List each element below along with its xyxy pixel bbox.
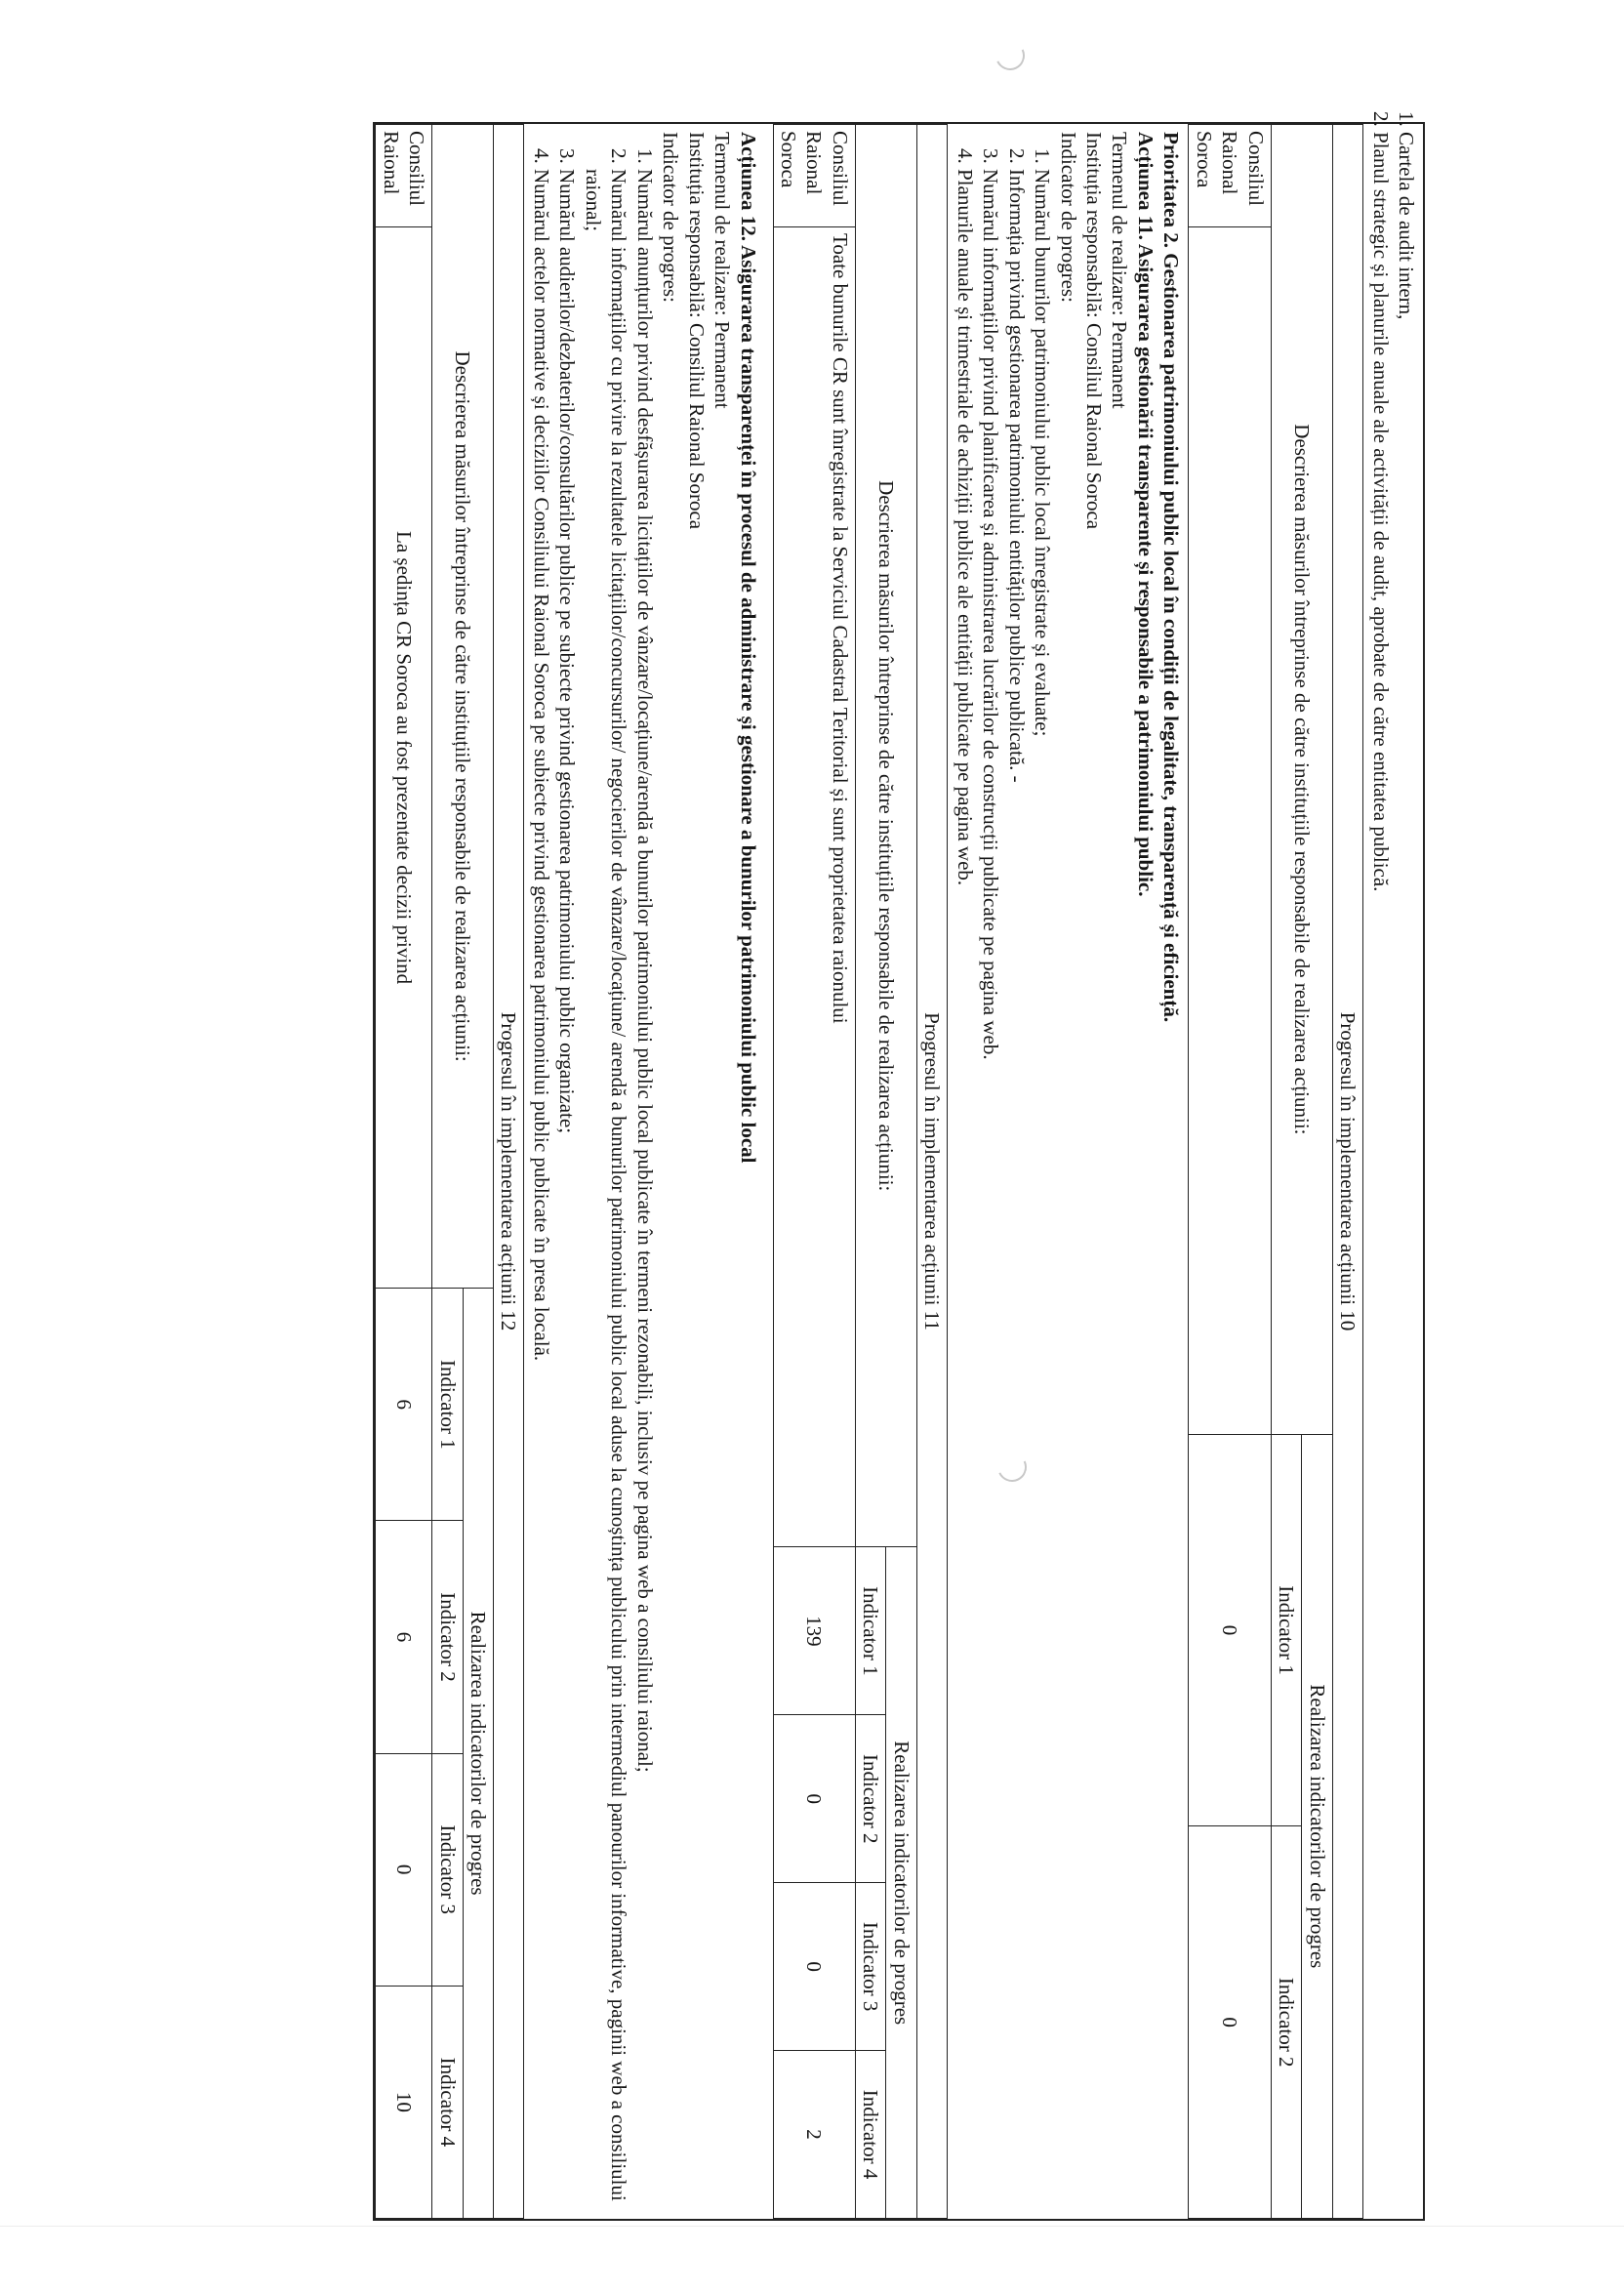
document-frame [373, 122, 1425, 2221]
action11-indicator-item: 1. Numărul bunurilor patrimoniului public local înregistrate și evaluate; [1030, 169, 1055, 2211]
scan-edge-line [0, 2226, 1624, 2227]
action12-indicator-list [529, 132, 658, 2211]
action12-progress-header: Progresul în implementarea acțiunii 12 [494, 125, 524, 2219]
action12-indicator-value: 0 [376, 1753, 432, 1986]
action12-indicators-header: Realizarea indicatorilor de progres [463, 1289, 493, 2219]
action12-title: Acțiunea 12. Asigurarea transparenței în procesul de administrare și gestionare a bunurilor patrimoniului public local [736, 132, 760, 1164]
intro-list [1363, 124, 1423, 2219]
action11-indicator-label: Indicator 3 [855, 1883, 885, 2051]
action12-indicator-value: 6 [376, 1521, 432, 1753]
action11-indicator-item: 2. Informația privind gestionarea patrimoniului entităților publice publicată. - [1003, 169, 1029, 2211]
action12-indicator-item: 1. Numărul anunțurilor privind desfășurarea licitațiilor de vânzare/locațiune/arendă a bunurilor patrimoniului public local publicate în termeni rezonabili, inclusiv pe pagina web a consiliului raional; [631, 169, 657, 2211]
action10-institution: Consiliul Raional Soroca [1189, 125, 1271, 227]
action12-progress-table [375, 124, 524, 2219]
section-gap [765, 124, 773, 2219]
action11-indicator-value: 0 [773, 1883, 855, 2051]
action11-indicator-label: Indicator 4 [855, 2051, 885, 2219]
action11-institution: Consiliul Raional Soroca [773, 125, 855, 227]
action11-description-header: Descrierea măsurilor întreprinse de către instituțiile responsabile de realizarea acțiunii: [855, 125, 916, 1547]
action10-description [1189, 227, 1271, 1435]
action10-indicator-value: 0 [1189, 1434, 1271, 1826]
action12-indicator-item: 4. Numărul actelor normative și deciziilor Consiliului Raional Soroca pe subiecte privind gestionarea patrimoniului public publicate în presa locală. [529, 169, 554, 2211]
action10-description-header: Descrierea măsurilor întreprinse de către instituțiile responsabile de realizarea acțiunii: [1271, 125, 1332, 1435]
action11-progress-header: Progresul în implementarea acțiunii 11 [916, 125, 947, 2219]
action11-indicator-value: 2 [773, 2051, 855, 2219]
intro-item: 1. Cartela de audit intern, [1394, 132, 1419, 2211]
action11-indicator-item: 3. Numărul informațiilor privind planificarea și administrarea lucrărilor de construcții publicate pe pagina web. [978, 169, 1003, 2211]
action12-indicator-label: Indicator 4 [432, 1986, 463, 2218]
action12-indicator-item: 3. Numărul audierilor/dezbaterilor/consultărilor publice pe subiecte privind gestionarea patrimoniului public organizate; [554, 169, 580, 2211]
action10-indicators-header: Realizarea indicatorilor de progres [1302, 1434, 1332, 2218]
action12-institution-line: Instituția responsabilă: Consiliul Raional Soroca [684, 132, 709, 530]
action11-indicator-label: Indicator 1 [855, 1547, 885, 1715]
intro-item: 2. Planul strategic și planurile anuale ale activității de audit, aprobate de către entitatea publică. [1367, 132, 1393, 2211]
action12-institution: Consiliul Raional [376, 125, 432, 227]
action12-indicator-item: 2. Numărul informațiilor cu privire la rezultatele licitațiilor/concursurilor/ negocierilor de vânzare/locațiune/ arendă a bunurilor patrimoniului public local aduse la cunoștința publicului prin intermediul panourilor informative, paginii web a consiliului raional; [580, 169, 631, 2211]
action11-indicator-list [952, 132, 1055, 2211]
action12-section [525, 124, 765, 2219]
action11-indicator-heading: Indicator de progres: [1056, 132, 1080, 303]
punch-hole-mark-top [992, 37, 1029, 74]
action10-indicator-label: Indicator 1 [1271, 1434, 1301, 1826]
action12-description-header: Descrierea măsurilor întreprinse de către instituțiile responsabile de realizarea acțiunii: [432, 125, 494, 1289]
action11-progress-table [773, 124, 949, 2219]
action11-indicator-value: 139 [773, 1547, 855, 1715]
action12-description: La ședința CR Soroca au fost prezentate decizii privind [376, 227, 432, 1289]
action10-indicator-label: Indicator 2 [1271, 1826, 1301, 2219]
action12-deadline: Termenul de realizare: Permanent [710, 132, 735, 409]
action10-indicator-value: 0 [1189, 1826, 1271, 2219]
priority2-title: Prioritatea 2. Gestionarea patrimoniului public local în condiții de legalitate, transparență și eficiență. [1159, 132, 1184, 1023]
action11-title: Acțiunea 11. Asigurarea gestionării transparente și responsabile a patrimoniului public. [1133, 132, 1157, 897]
action11-description: Toate bunurile CR sunt înregistrate la Serviciul Cadastral Teritorial și sunt proprietatea raionului [773, 227, 855, 1547]
action12-indicator-label: Indicator 3 [432, 1753, 463, 1986]
action11-section [948, 124, 1188, 2219]
action12-indicator-label: Indicator 2 [432, 1521, 463, 1753]
action11-indicator-label: Indicator 2 [855, 1715, 885, 1883]
action12-indicator-heading: Indicator de progres: [659, 132, 683, 303]
action11-deadline: Termenul de realizare: Permanent [1108, 132, 1132, 409]
rotated-document-page [107, 122, 1425, 2221]
action11-institution-line: Instituția responsabilă: Consiliul Raional Soroca [1082, 132, 1107, 530]
action12-indicator-label: Indicator 1 [432, 1289, 463, 1521]
action10-progress-header: Progresul în implementarea acțiunii 10 [1332, 125, 1362, 2219]
action11-indicators-header: Realizarea indicatorilor de progres [886, 1547, 916, 2219]
action12-indicator-value: 10 [376, 1986, 432, 2218]
action11-indicator-item: 4. Planurile anuale și trimestriale de achiziții publice ale entității publicate pe pagina web. [952, 169, 977, 2211]
action11-indicator-value: 0 [773, 1715, 855, 1883]
action12-indicator-value: 6 [376, 1289, 432, 1521]
action10-progress-table [1188, 124, 1363, 2219]
